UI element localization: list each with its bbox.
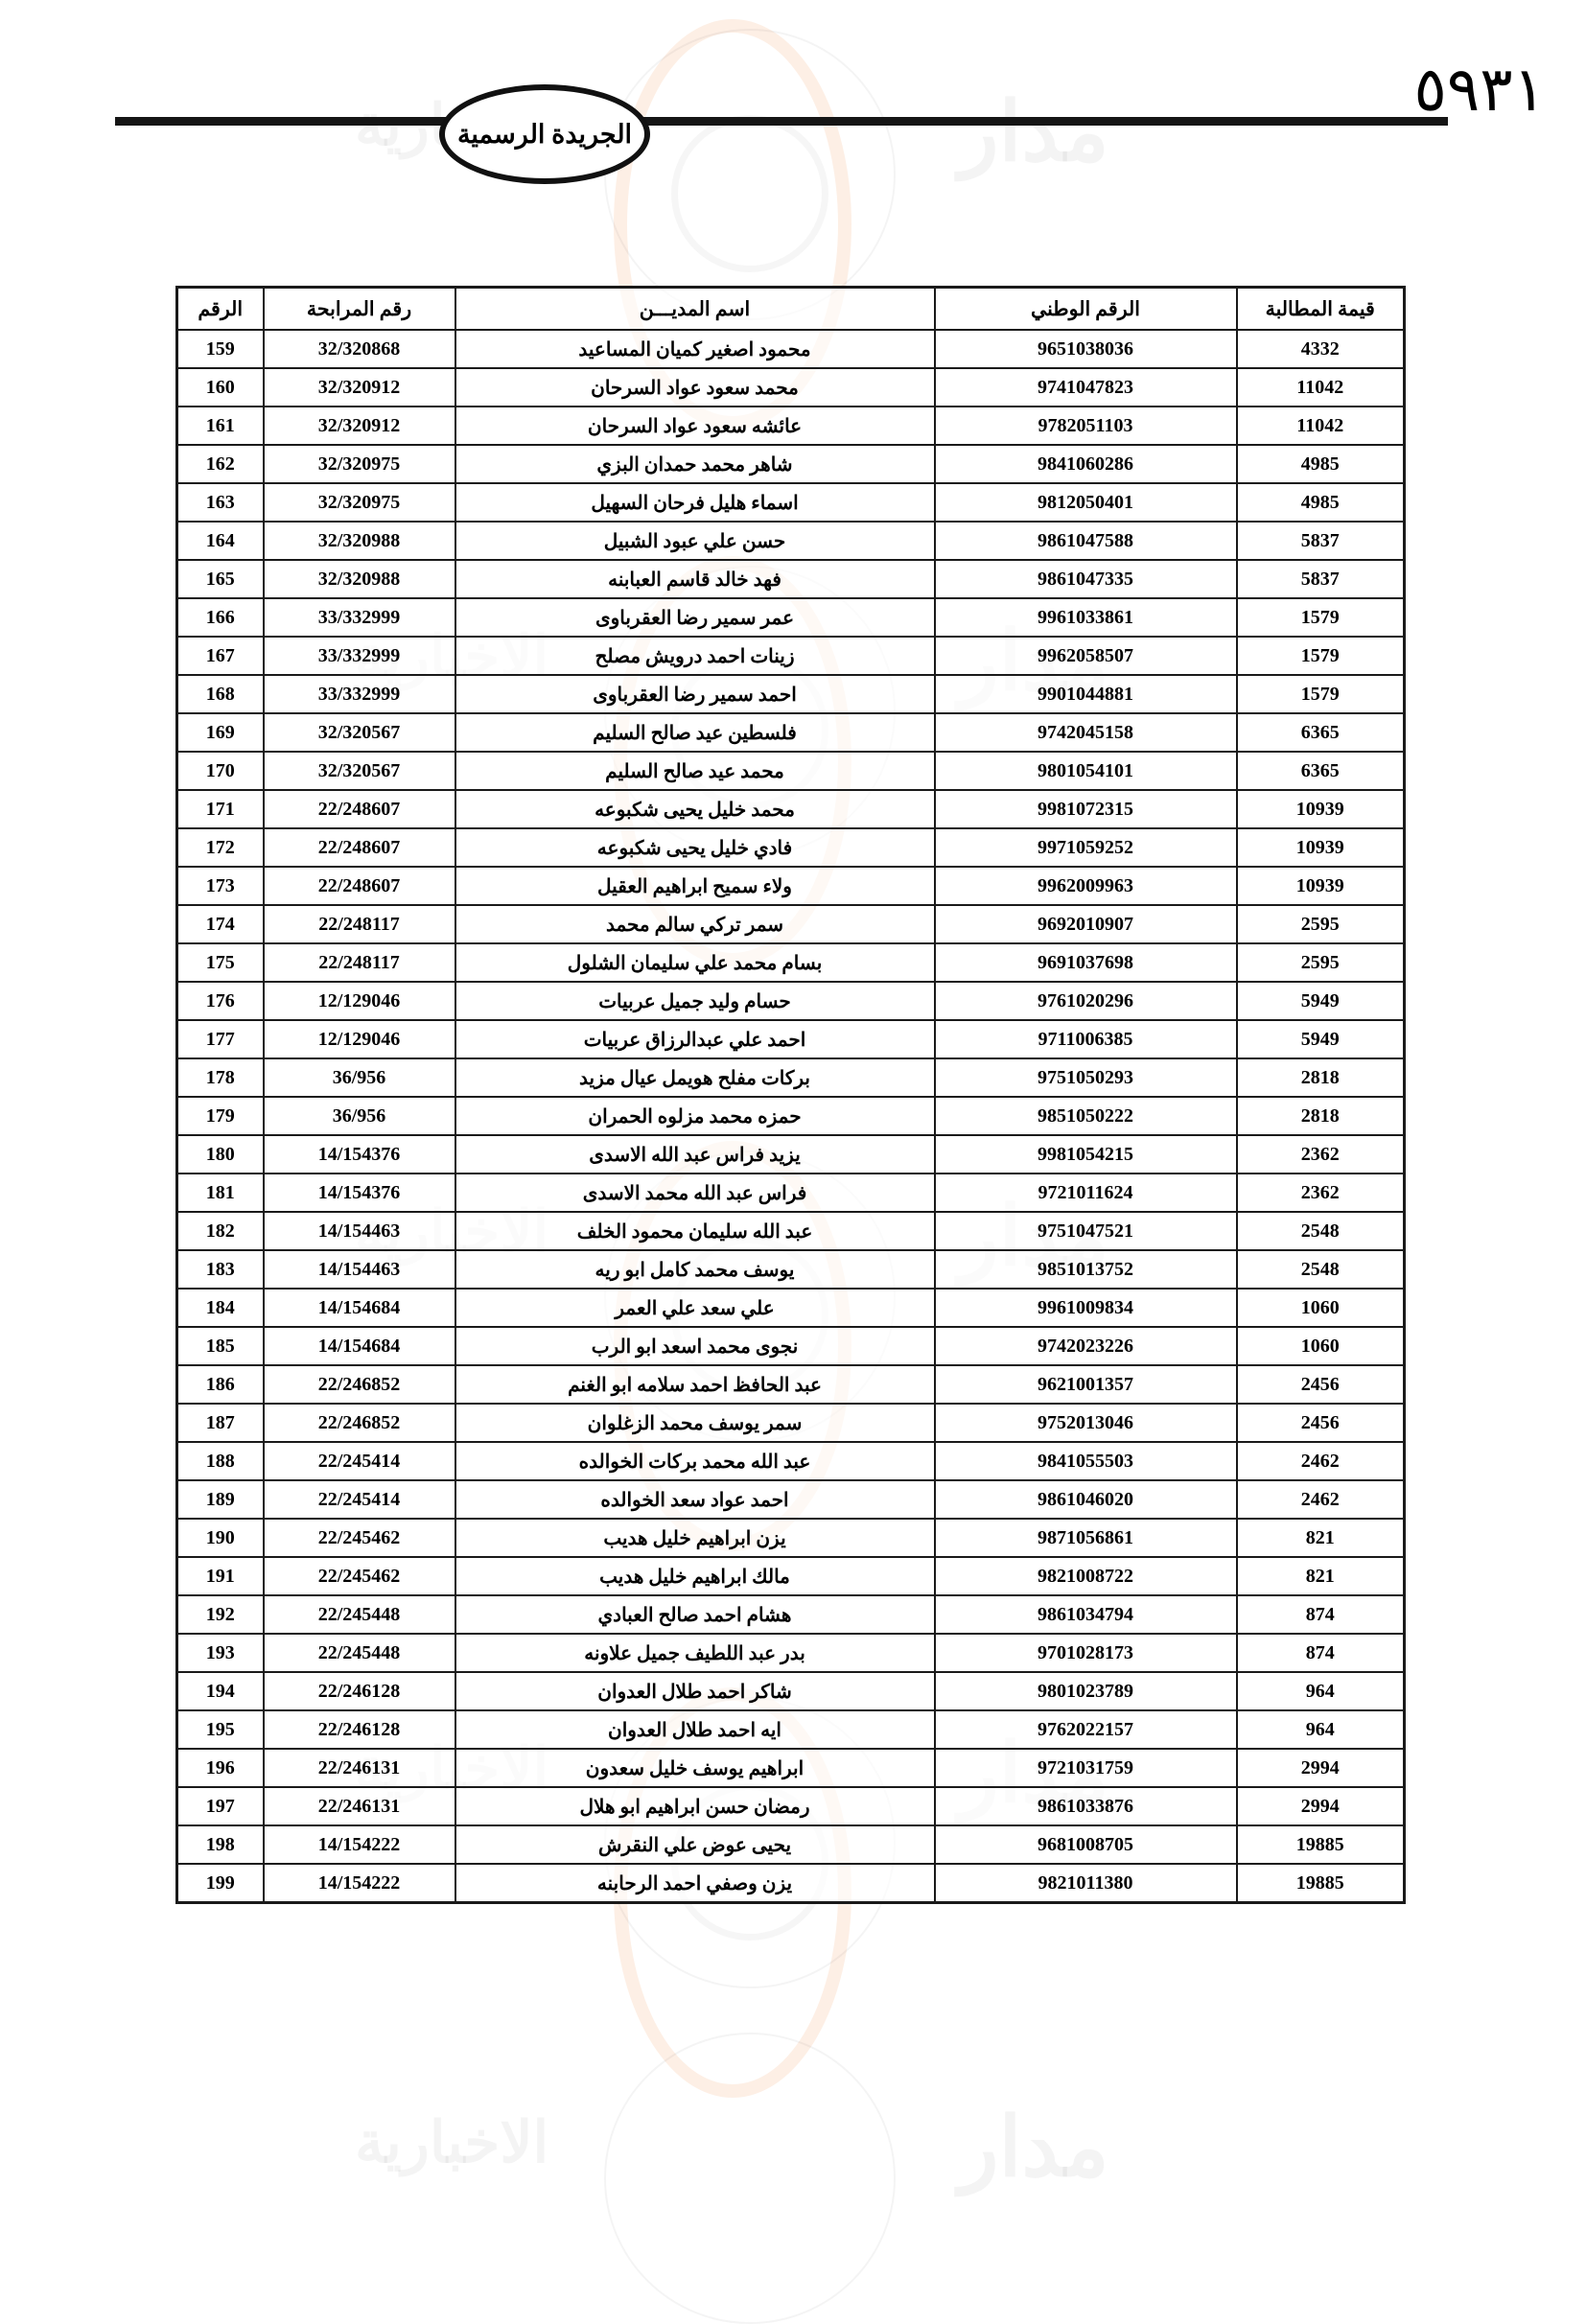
cell-claim-value: 821 xyxy=(1237,1557,1405,1595)
cell-debtor-name: محمد عيد صالح السليم xyxy=(455,752,935,790)
cell-debtor-name: نجوى محمد اسعد ابو الرب xyxy=(455,1327,935,1365)
cell-sequence: 159 xyxy=(177,330,264,368)
cell-debtor-name: يحيى عوض علي النقرش xyxy=(455,1825,935,1864)
table-row xyxy=(177,1404,1405,1442)
cell-murabaha-number: 14/154463 xyxy=(264,1212,455,1250)
cell-sequence: 165 xyxy=(177,560,264,598)
cell-claim-value: 4332 xyxy=(1237,330,1405,368)
cell-claim-value: 964 xyxy=(1237,1710,1405,1749)
table-row xyxy=(177,368,1405,407)
cell-sequence: 191 xyxy=(177,1557,264,1595)
cell-sequence: 161 xyxy=(177,407,264,445)
records-table-body xyxy=(177,330,1405,1903)
cell-debtor-name: فادي خليل يحيى شكبوعه xyxy=(455,828,935,867)
cell-claim-value: 2462 xyxy=(1237,1480,1405,1519)
cell-claim-value: 5837 xyxy=(1237,522,1405,560)
cell-claim-value: 874 xyxy=(1237,1634,1405,1672)
cell-sequence: 180 xyxy=(177,1135,264,1174)
table-row xyxy=(177,407,1405,445)
cell-national-id: 9821011380 xyxy=(935,1864,1237,1903)
cell-claim-value: 2456 xyxy=(1237,1404,1405,1442)
cell-national-id: 9851050222 xyxy=(935,1097,1237,1135)
cell-claim-value: 874 xyxy=(1237,1595,1405,1634)
cell-debtor-name: فهد خالد قاسم العبابنه xyxy=(455,560,935,598)
cell-national-id: 9762022157 xyxy=(935,1710,1237,1749)
table-row xyxy=(177,982,1405,1020)
cell-murabaha-number: 22/246131 xyxy=(264,1749,455,1787)
table-row xyxy=(177,1864,1405,1903)
table-row xyxy=(177,1672,1405,1710)
cell-murabaha-number: 36/956 xyxy=(264,1097,455,1135)
cell-claim-value: 2595 xyxy=(1237,905,1405,943)
cell-sequence: 184 xyxy=(177,1289,264,1327)
cell-murabaha-number: 14/154222 xyxy=(264,1864,455,1903)
cell-murabaha-number: 22/246852 xyxy=(264,1365,455,1404)
cell-sequence: 197 xyxy=(177,1787,264,1825)
cell-murabaha-number: 32/320975 xyxy=(264,445,455,483)
cell-national-id: 9981054215 xyxy=(935,1135,1237,1174)
cell-debtor-name: بدر عبد اللطيف جميل علاونه xyxy=(455,1634,935,1672)
cell-murabaha-number: 22/248607 xyxy=(264,867,455,905)
table-row xyxy=(177,752,1405,790)
cell-claim-value: 10939 xyxy=(1237,828,1405,867)
cell-sequence: 199 xyxy=(177,1864,264,1903)
cell-national-id: 9961009834 xyxy=(935,1289,1237,1327)
cell-murabaha-number: 32/320988 xyxy=(264,560,455,598)
cell-debtor-name: سمر يوسف محمد الزغلوان xyxy=(455,1404,935,1442)
cell-murabaha-number: 36/956 xyxy=(264,1058,455,1097)
cell-murabaha-number: 32/320567 xyxy=(264,752,455,790)
table-row xyxy=(177,560,1405,598)
cell-murabaha-number: 22/245414 xyxy=(264,1442,455,1480)
cell-debtor-name: مالك ابراهيم خليل هديب xyxy=(455,1557,935,1595)
table-row xyxy=(177,1365,1405,1404)
cell-sequence: 177 xyxy=(177,1020,264,1058)
cell-national-id: 9861034794 xyxy=(935,1595,1237,1634)
table-row xyxy=(177,1442,1405,1480)
table-row xyxy=(177,1595,1405,1634)
cell-national-id: 9742023226 xyxy=(935,1327,1237,1365)
table-row xyxy=(177,867,1405,905)
cell-national-id: 9651038036 xyxy=(935,330,1237,368)
table-row xyxy=(177,1825,1405,1864)
cell-claim-value: 11042 xyxy=(1237,407,1405,445)
cell-sequence: 166 xyxy=(177,598,264,637)
cell-national-id: 9742045158 xyxy=(935,713,1237,752)
cell-murabaha-number: 33/332999 xyxy=(264,675,455,713)
cell-national-id: 9841055503 xyxy=(935,1442,1237,1480)
cell-national-id: 9961033861 xyxy=(935,598,1237,637)
cell-national-id: 9861047335 xyxy=(935,560,1237,598)
cell-sequence: 179 xyxy=(177,1097,264,1135)
cell-debtor-name: اسماء هليل فرحان السهيل xyxy=(455,483,935,522)
cell-claim-value: 11042 xyxy=(1237,368,1405,407)
table-row xyxy=(177,330,1405,368)
cell-murabaha-number: 22/246128 xyxy=(264,1710,455,1749)
cell-debtor-name: محمد خليل يحيى شكبوعه xyxy=(455,790,935,828)
table-row xyxy=(177,598,1405,637)
cell-debtor-name: بسام محمد علي سليمان الشلول xyxy=(455,943,935,982)
cell-claim-value: 6365 xyxy=(1237,752,1405,790)
cell-national-id: 9752013046 xyxy=(935,1404,1237,1442)
cell-national-id: 9861047588 xyxy=(935,522,1237,560)
cell-claim-value: 19885 xyxy=(1237,1864,1405,1903)
table-row xyxy=(177,1289,1405,1327)
table-row xyxy=(177,1020,1405,1058)
cell-murabaha-number: 14/154463 xyxy=(264,1250,455,1289)
cell-murabaha-number: 22/248117 xyxy=(264,943,455,982)
cell-debtor-name: يوسف محمد كامل ابو ريه xyxy=(455,1250,935,1289)
cell-sequence: 162 xyxy=(177,445,264,483)
cell-claim-value: 2548 xyxy=(1237,1250,1405,1289)
cell-murabaha-number: 22/248117 xyxy=(264,905,455,943)
cell-claim-value: 10939 xyxy=(1237,790,1405,828)
table-row xyxy=(177,1058,1405,1097)
cell-claim-value: 2595 xyxy=(1237,943,1405,982)
cell-national-id: 9691037698 xyxy=(935,943,1237,982)
cell-debtor-name: عبد الحافظ احمد سلامه ابو الغنم xyxy=(455,1365,935,1404)
cell-murabaha-number: 14/154684 xyxy=(264,1289,455,1327)
cell-national-id: 9962009963 xyxy=(935,867,1237,905)
cell-sequence: 181 xyxy=(177,1174,264,1212)
cell-debtor-name: هشام احمد صالح العبادي xyxy=(455,1595,935,1634)
table-row xyxy=(177,1557,1405,1595)
cell-claim-value: 1579 xyxy=(1237,637,1405,675)
cell-sequence: 160 xyxy=(177,368,264,407)
cell-sequence: 172 xyxy=(177,828,264,867)
cell-national-id: 9981072315 xyxy=(935,790,1237,828)
cell-debtor-name: عبد الله محمد بركات الخوالده xyxy=(455,1442,935,1480)
column-header-debtor-name: اسم المديـــن xyxy=(455,288,935,331)
table-header-row xyxy=(177,288,1405,331)
cell-murabaha-number: 22/246128 xyxy=(264,1672,455,1710)
cell-murabaha-number: 33/332999 xyxy=(264,637,455,675)
cell-claim-value: 19885 xyxy=(1237,1825,1405,1864)
cell-national-id: 9901044881 xyxy=(935,675,1237,713)
cell-sequence: 187 xyxy=(177,1404,264,1442)
cell-murabaha-number: 22/246131 xyxy=(264,1787,455,1825)
cell-debtor-name: حمزه محمد مزلوه الحمران xyxy=(455,1097,935,1135)
cell-debtor-name: عبد الله سليمان محمود الخلف xyxy=(455,1212,935,1250)
cell-national-id: 9751047521 xyxy=(935,1212,1237,1250)
column-header-claim-value: قيمة المطالبة xyxy=(1237,288,1405,331)
journal-title-label: الجريدة الرسمية xyxy=(456,119,633,149)
table-row xyxy=(177,905,1405,943)
page-number: ٥٩٣١ xyxy=(1413,56,1546,124)
cell-national-id: 9721011624 xyxy=(935,1174,1237,1212)
cell-debtor-name: عمر سمير رضا العقرباوى xyxy=(455,598,935,637)
cell-murabaha-number: 22/245462 xyxy=(264,1519,455,1557)
cell-sequence: 174 xyxy=(177,905,264,943)
cell-debtor-name: احمد سمير رضا العقرباوى xyxy=(455,675,935,713)
cell-claim-value: 964 xyxy=(1237,1672,1405,1710)
cell-murabaha-number: 22/248607 xyxy=(264,828,455,867)
cell-murabaha-number: 12/129046 xyxy=(264,982,455,1020)
cell-claim-value: 1579 xyxy=(1237,675,1405,713)
cell-murabaha-number: 22/245414 xyxy=(264,1480,455,1519)
cell-murabaha-number: 14/154684 xyxy=(264,1327,455,1365)
cell-debtor-name: حسن علي عبود الشبيل xyxy=(455,522,935,560)
watermark-clock-bottom xyxy=(604,2033,896,2324)
table-row xyxy=(177,790,1405,828)
cell-debtor-name: ولاء سميح ابراهيم العقيل xyxy=(455,867,935,905)
cell-national-id: 9711006385 xyxy=(935,1020,1237,1058)
cell-sequence: 168 xyxy=(177,675,264,713)
table-row xyxy=(177,1250,1405,1289)
cell-sequence: 194 xyxy=(177,1672,264,1710)
watermark-brand-left-bottom xyxy=(355,2109,548,2176)
cell-sequence: 189 xyxy=(177,1480,264,1519)
cell-claim-value: 2456 xyxy=(1237,1365,1405,1404)
cell-sequence: 192 xyxy=(177,1595,264,1634)
cell-sequence: 183 xyxy=(177,1250,264,1289)
table-row xyxy=(177,1519,1405,1557)
cell-national-id: 9851013752 xyxy=(935,1250,1237,1289)
cell-national-id: 9721031759 xyxy=(935,1749,1237,1787)
cell-claim-value: 2548 xyxy=(1237,1212,1405,1250)
cell-national-id: 9751050293 xyxy=(935,1058,1237,1097)
cell-debtor-name: شاكر احمد طلال العدوان xyxy=(455,1672,935,1710)
cell-claim-value: 1060 xyxy=(1237,1289,1405,1327)
cell-claim-value: 2818 xyxy=(1237,1097,1405,1135)
cell-debtor-name: حسام وليد جميل عربيات xyxy=(455,982,935,1020)
cell-national-id: 9801054101 xyxy=(935,752,1237,790)
cell-debtor-name: فراس عبد الله محمد الاسدى xyxy=(455,1174,935,1212)
cell-national-id: 9971059252 xyxy=(935,828,1237,867)
table-row xyxy=(177,445,1405,483)
cell-sequence: 173 xyxy=(177,867,264,905)
cell-sequence: 169 xyxy=(177,713,264,752)
cell-debtor-name: علي سعد علي العمر xyxy=(455,1289,935,1327)
cell-sequence: 198 xyxy=(177,1825,264,1864)
table-row xyxy=(177,522,1405,560)
cell-national-id: 9701028173 xyxy=(935,1634,1237,1672)
cell-debtor-name: محمد سعود عواد السرحان xyxy=(455,368,935,407)
cell-debtor-name: رمضان حسن ابراهيم ابو هلال xyxy=(455,1787,935,1825)
cell-sequence: 190 xyxy=(177,1519,264,1557)
cell-sequence: 167 xyxy=(177,637,264,675)
table-row xyxy=(177,713,1405,752)
table-row xyxy=(177,1749,1405,1787)
cell-sequence: 193 xyxy=(177,1634,264,1672)
cell-claim-value: 10939 xyxy=(1237,867,1405,905)
cell-national-id: 9681008705 xyxy=(935,1825,1237,1864)
table-row xyxy=(177,637,1405,675)
cell-murabaha-number: 14/154376 xyxy=(264,1135,455,1174)
table-row xyxy=(177,483,1405,522)
table-row xyxy=(177,1634,1405,1672)
cell-murabaha-number: 22/248607 xyxy=(264,790,455,828)
cell-murabaha-number: 22/245448 xyxy=(264,1595,455,1634)
cell-national-id: 9692010907 xyxy=(935,905,1237,943)
cell-national-id: 9841060286 xyxy=(935,445,1237,483)
cell-sequence: 164 xyxy=(177,522,264,560)
cell-sequence: 171 xyxy=(177,790,264,828)
cell-national-id: 9871056861 xyxy=(935,1519,1237,1557)
watermark-brand-right-bottom xyxy=(959,2100,1109,2196)
cell-national-id: 9861046020 xyxy=(935,1480,1237,1519)
cell-debtor-name: سمر تركي سالم محمد xyxy=(455,905,935,943)
records-table xyxy=(175,286,1406,1904)
cell-murabaha-number: 32/320988 xyxy=(264,522,455,560)
cell-murabaha-number: 22/246852 xyxy=(264,1404,455,1442)
table-row xyxy=(177,1174,1405,1212)
cell-sequence: 196 xyxy=(177,1749,264,1787)
cell-sequence: 178 xyxy=(177,1058,264,1097)
cell-murabaha-number: 32/320912 xyxy=(264,368,455,407)
cell-debtor-name: يزيد فراس عبد الله الاسدى xyxy=(455,1135,935,1174)
cell-sequence: 175 xyxy=(177,943,264,982)
table-row xyxy=(177,943,1405,982)
cell-claim-value: 2362 xyxy=(1237,1174,1405,1212)
table-row xyxy=(177,1097,1405,1135)
cell-claim-value: 6365 xyxy=(1237,713,1405,752)
cell-claim-value: 1060 xyxy=(1237,1327,1405,1365)
cell-national-id: 9962058507 xyxy=(935,637,1237,675)
header-divider-rule xyxy=(115,117,1448,126)
cell-claim-value: 1579 xyxy=(1237,598,1405,637)
column-header-national-id: الرقم الوطني xyxy=(935,288,1237,331)
records-table-container xyxy=(178,286,1406,1904)
table-row xyxy=(177,1327,1405,1365)
cell-claim-value: 4985 xyxy=(1237,483,1405,522)
cell-claim-value: 5837 xyxy=(1237,560,1405,598)
cell-claim-value: 2994 xyxy=(1237,1787,1405,1825)
table-row xyxy=(177,1212,1405,1250)
records-table-header xyxy=(177,288,1405,331)
cell-sequence: 163 xyxy=(177,483,264,522)
cell-debtor-name: احمد عواد سعد الخوالده xyxy=(455,1480,935,1519)
cell-sequence: 185 xyxy=(177,1327,264,1365)
table-row xyxy=(177,1480,1405,1519)
cell-murabaha-number: 22/245462 xyxy=(264,1557,455,1595)
cell-national-id: 9782051103 xyxy=(935,407,1237,445)
cell-murabaha-number: 22/245448 xyxy=(264,1634,455,1672)
cell-claim-value: 2994 xyxy=(1237,1749,1405,1787)
cell-murabaha-number: 32/320567 xyxy=(264,713,455,752)
page-header xyxy=(0,0,1586,192)
column-header-murabaha-number: رقم المرابحة xyxy=(264,288,455,331)
cell-claim-value: 2362 xyxy=(1237,1135,1405,1174)
table-row xyxy=(177,828,1405,867)
cell-sequence: 182 xyxy=(177,1212,264,1250)
cell-murabaha-number: 14/154222 xyxy=(264,1825,455,1864)
column-header-sequence: الرقم xyxy=(177,288,264,331)
cell-sequence: 195 xyxy=(177,1710,264,1749)
cell-national-id: 9621001357 xyxy=(935,1365,1237,1404)
cell-murabaha-number: 32/320975 xyxy=(264,483,455,522)
cell-sequence: 170 xyxy=(177,752,264,790)
cell-murabaha-number: 12/129046 xyxy=(264,1020,455,1058)
cell-national-id: 9741047823 xyxy=(935,368,1237,407)
cell-debtor-name: محمود اصغير كميان المساعيد xyxy=(455,330,935,368)
journal-title-badge xyxy=(439,84,650,184)
cell-claim-value: 821 xyxy=(1237,1519,1405,1557)
cell-debtor-name: شاهر محمد حمدان البزي xyxy=(455,445,935,483)
table-row xyxy=(177,1710,1405,1749)
cell-debtor-name: فلسطين عيد صالح السليم xyxy=(455,713,935,752)
cell-claim-value: 2462 xyxy=(1237,1442,1405,1480)
cell-debtor-name: زينات احمد درويش مصلح xyxy=(455,637,935,675)
cell-national-id: 9861033876 xyxy=(935,1787,1237,1825)
cell-murabaha-number: 32/320912 xyxy=(264,407,455,445)
cell-debtor-name: عائشه سعود عواد السرحان xyxy=(455,407,935,445)
cell-debtor-name: ايه احمد طلال العدوان xyxy=(455,1710,935,1749)
cell-claim-value: 2818 xyxy=(1237,1058,1405,1097)
cell-claim-value: 5949 xyxy=(1237,1020,1405,1058)
cell-national-id: 9761020296 xyxy=(935,982,1237,1020)
cell-national-id: 9812050401 xyxy=(935,483,1237,522)
cell-claim-value: 4985 xyxy=(1237,445,1405,483)
cell-murabaha-number: 14/154376 xyxy=(264,1174,455,1212)
cell-sequence: 176 xyxy=(177,982,264,1020)
table-row xyxy=(177,1135,1405,1174)
table-row xyxy=(177,675,1405,713)
cell-murabaha-number: 32/320868 xyxy=(264,330,455,368)
cell-national-id: 9801023789 xyxy=(935,1672,1237,1710)
cell-sequence: 186 xyxy=(177,1365,264,1404)
cell-sequence: 188 xyxy=(177,1442,264,1480)
cell-debtor-name: احمد علي عبدالرزاق عربيات xyxy=(455,1020,935,1058)
cell-debtor-name: بركات مفلح هويمل عيال مزيد xyxy=(455,1058,935,1097)
table-row xyxy=(177,1787,1405,1825)
cell-debtor-name: يزن وصفي احمد الرحابنه xyxy=(455,1864,935,1903)
cell-national-id: 9821008722 xyxy=(935,1557,1237,1595)
cell-debtor-name: ابراهيم يوسف خليل سعدون xyxy=(455,1749,935,1787)
cell-claim-value: 5949 xyxy=(1237,982,1405,1020)
cell-debtor-name: يزن ابراهيم خليل هديب xyxy=(455,1519,935,1557)
cell-murabaha-number: 33/332999 xyxy=(264,598,455,637)
